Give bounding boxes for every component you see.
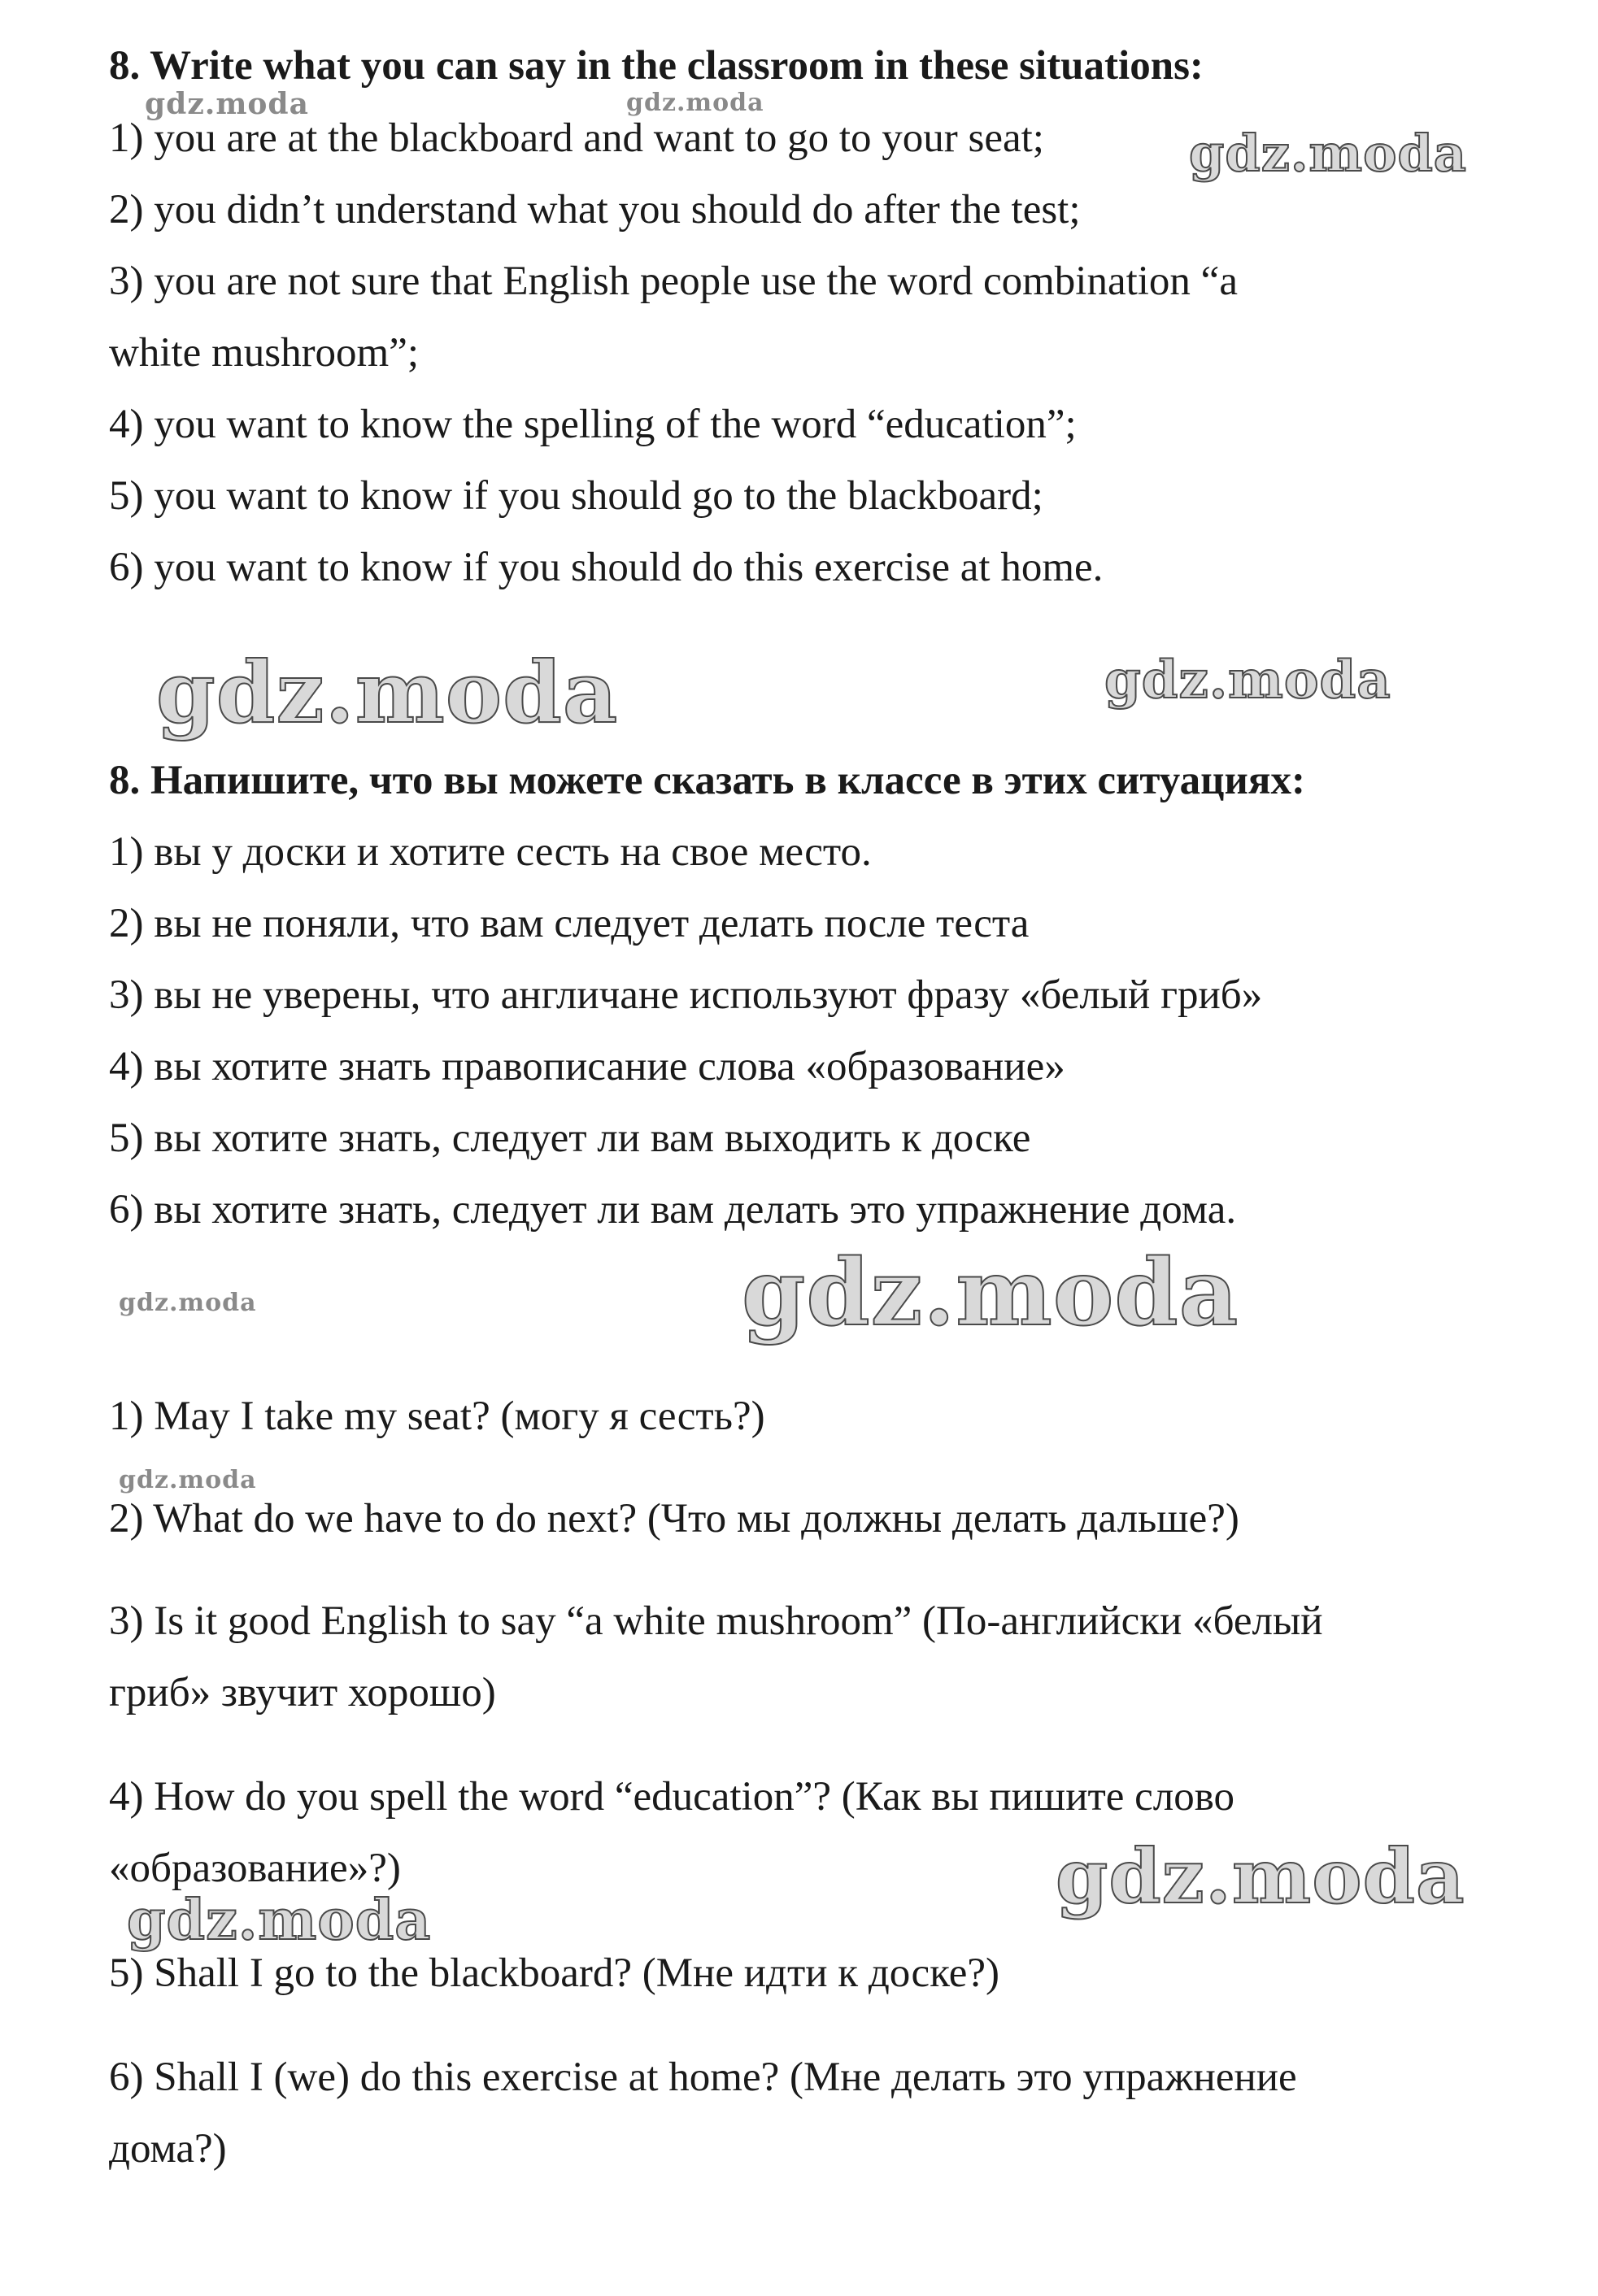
answer-line: дома?) <box>109 2126 227 2172</box>
watermark-logo: gdz.moda <box>742 1240 1239 1346</box>
exercise-item-en: 6) you want to know if you should do this exercise at home. <box>109 545 1104 590</box>
answer-line: 3) Is it good English to say “a white mushroom” (По-английски «белый <box>109 1598 1323 1644</box>
watermark-logo: gdz.moda <box>119 1466 257 1494</box>
exercise-heading-en: 8. Write what you can say in the classroom in these situations: <box>109 43 1204 89</box>
exercise-item-ru: 2) вы не поняли, что вам следует делать после теста <box>109 901 1030 946</box>
exercise-item-en: 2) you didn’t understand what you should do after the test; <box>109 187 1081 233</box>
answer-line: 1) May I take my seat? (могу я сесть?) <box>109 1394 765 1439</box>
answer-line: 6) Shall I (we) do this exercise at home? (Мне делать это упражнение <box>109 2055 1297 2100</box>
watermark-logo: gdz.moda <box>626 89 764 117</box>
answer-line: «образование»?) <box>109 1846 401 1891</box>
watermark-logo: gdz.moda <box>156 642 619 742</box>
exercise-heading-ru: 8. Напишите, что вы можете сказать в классе в этих ситуациях: <box>109 758 1305 803</box>
watermark-logo: gdz.moda <box>1056 1833 1465 1920</box>
answer-line: 2) What do we have to do next? (Что мы должны делать дальше?) <box>109 1496 1239 1542</box>
exercise-item-en: 5) you want to know if you should go to the blackboard; <box>109 473 1043 519</box>
exercise-item-en: white mushroom”; <box>109 330 420 376</box>
watermark-logo: gdz.moda <box>127 1888 432 1953</box>
exercise-item-ru: 1) вы у доски и хотите сесть на свое место. <box>109 829 872 875</box>
exercise-item-en: 4) you want to know the spelling of the word “education”; <box>109 402 1077 447</box>
answer-line: гриб» звучит хорошо) <box>109 1670 496 1715</box>
watermark-logo: gdz.moda <box>1189 124 1467 183</box>
watermark-logo: gdz.moda <box>119 1289 257 1317</box>
exercise-item-ru: 6) вы хотите знать, следует ли вам делать это упражнение дома. <box>109 1187 1237 1233</box>
watermark-logo: gdz.moda <box>1104 650 1391 711</box>
answer-line: 4) How do you spell the word “education”? (Как вы пишите слово <box>109 1774 1234 1820</box>
watermark-logo: gdz.moda <box>145 87 309 121</box>
answer-line: 5) Shall I go to the blackboard? (Мне идти к доске?) <box>109 1950 999 1996</box>
exercise-item-en: 3) you are not sure that English people use the word combination “a <box>109 259 1238 304</box>
exercise-item-ru: 3) вы не уверены, что англичане используют фразу «белый гриб» <box>109 972 1263 1018</box>
exercise-item-en: 1) you are at the blackboard and want to go to your seat; <box>109 115 1044 161</box>
exercise-item-ru: 5) вы хотите знать, следует ли вам выходить к доске <box>109 1115 1031 1161</box>
exercise-item-ru: 4) вы хотите знать правописание слова «образование» <box>109 1044 1065 1089</box>
